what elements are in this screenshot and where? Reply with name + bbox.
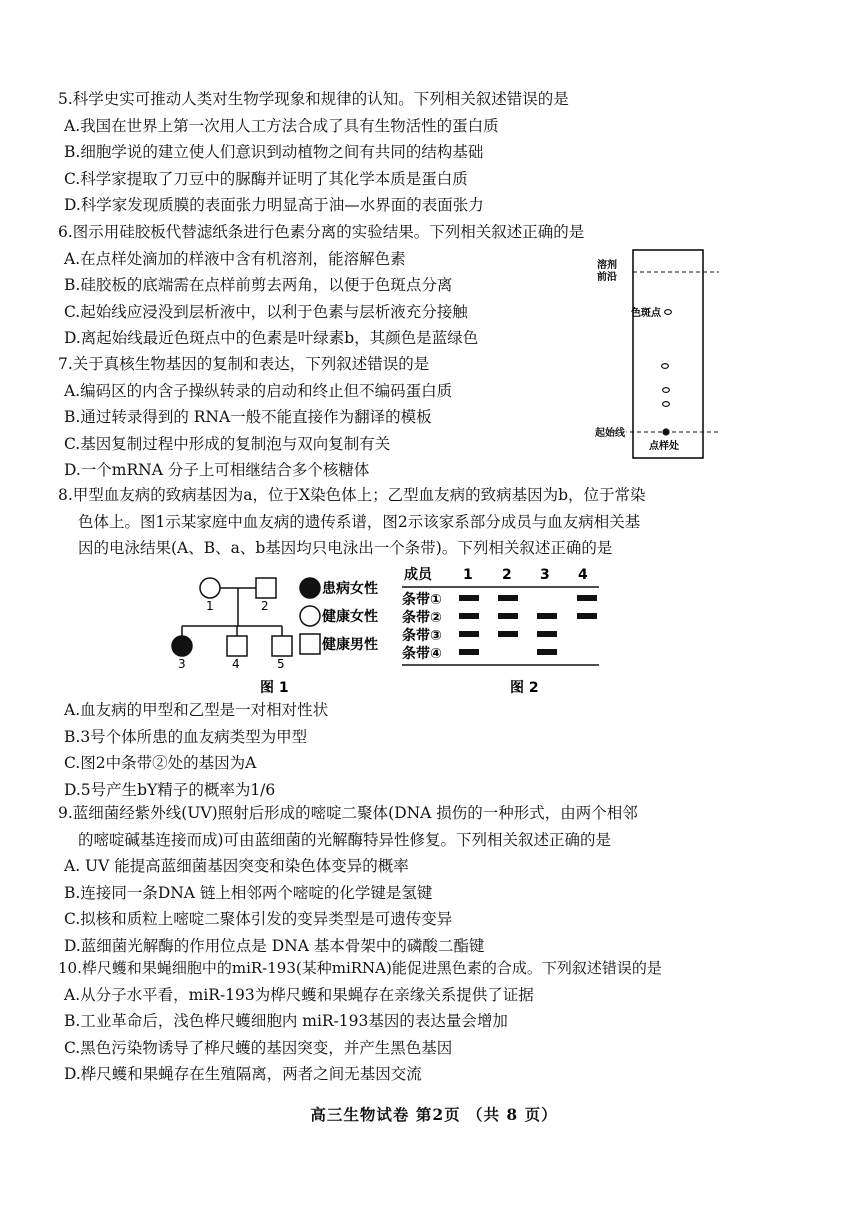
sample-point: [662, 428, 669, 435]
electrophoresis-figure: [402, 562, 602, 698]
gel-member-3: 3: [540, 567, 550, 583]
question-10: [58, 955, 758, 1088]
legend-healthy-female-icon: [300, 606, 320, 626]
band-2-member-3: [537, 613, 557, 619]
question-7-option-d: D.一个mRNA 分子上可相继结合多个核糖体: [64, 461, 370, 479]
pedigree-label-3: 3: [178, 657, 186, 671]
question-7-option-c: C.基因复制过程中形成的复制泡与双向复制有关: [64, 434, 391, 453]
question-5-option-b: B.细胞学说的建立使人们意识到动植物之间有共同的结构基础: [64, 143, 484, 161]
question-5-option-a: A.我国在世界上第一次用人工方法合成了具有生物活性的蛋白质: [64, 116, 499, 135]
silica-plate: [633, 250, 703, 458]
legend-healthy-male-label: 健康男性: [322, 637, 378, 653]
pedigree-individual-4: [227, 636, 247, 656]
chromatography-plate-figure: [595, 246, 735, 462]
question-8-option-d: D.5号产生bY精子的概率为1/6: [64, 780, 276, 799]
band-4-member-3: [537, 649, 557, 655]
question-9-option-c: C.拟核和质粒上嘧啶二聚体引发的变异类型是可遗传变异: [64, 910, 453, 928]
pedigree-individual-2: [256, 578, 276, 598]
question-6: [58, 219, 598, 352]
question-5-option-d: D.科学家发现质膜的表面张力明显高于油—水界面的表面张力: [64, 196, 484, 214]
question-9-option-b: B.连接同一条DNA 链上相邻两个嘧啶的化学键是氢键: [64, 883, 433, 902]
band-1-member-1: [459, 595, 479, 601]
pedigree-individual-5: [272, 636, 292, 656]
band-4-member-1: [459, 649, 479, 655]
question-6-option-c: C.起始线应浸没到层析液中，以利于色素与层析液充分接触: [64, 302, 468, 321]
question-5: [58, 86, 748, 219]
question-9-stem-line-2: 的嘧啶碱基连接而成)可由蓝细菌的光解酶特异性修复。下列相关叙述正确的是: [78, 830, 612, 849]
gel-band-label-3: 条带③: [402, 628, 442, 644]
color-spot-label: 色斑点: [631, 308, 661, 319]
question-10-option-d: D.桦尺蠖和果蝇存在生殖隔离，两者之间无基因交流: [64, 1065, 422, 1083]
pedigree-label-4: 4: [232, 657, 240, 671]
question-10-option-b: B.工业革命后，浅色桦尺蠖细胞内 miR-193基因的表达量会增加: [64, 1012, 508, 1030]
band-2-member-4: [577, 613, 597, 619]
gel-member-4: 4: [578, 567, 588, 583]
question-7: [58, 351, 598, 484]
question-10-stem: 10.桦尺蠖和果蝇细胞中的miR-193(某种miRNA)能促进黑色素的合成。下列叙述错误的是: [58, 959, 662, 977]
question-7-option-a: A.编码区的内含子操纵转录的启动和终止但不编码蛋白质: [64, 381, 453, 400]
question-6-option-a: A.在点样处滴加的样液中含有机溶剂，能溶解色素: [64, 249, 406, 268]
sample-point-label: 点样处: [649, 441, 679, 452]
question-6-option-b: B.硅胶板的底端需在点样前剪去两角，以便于色斑点分离: [64, 276, 453, 294]
pedigree-individual-3: [172, 636, 192, 656]
question-7-stem: 7.关于真核生物基因的复制和表达，下列叙述错误的是: [58, 355, 430, 373]
question-8-stem-line-1: 8.甲型血友病的致病基因为a，位于X染色体上；乙型血友病的致病基因为b，位于常染: [58, 486, 646, 504]
pedigree-label-5: 5: [277, 657, 285, 671]
question-8-option-b: B.3号个体所患的血友病类型为甲型: [64, 727, 308, 746]
band-3-member-3: [537, 631, 557, 637]
pedigree-label-2: 2: [261, 599, 269, 613]
question-9-option-d: D.蓝细菌光解酶的作用位点是 DNA 基本骨架中的磷酸二酯键: [64, 936, 485, 955]
band-2-member-1: [459, 613, 479, 619]
pedigree-label-1: 1: [206, 599, 214, 613]
band-2-member-2: [498, 613, 518, 619]
question-5-stem: 5.科学史实可推动人类对生物学现象和规律的认知。下列相关叙述错误的是: [58, 90, 569, 108]
figure-2-caption: 图 2: [510, 680, 539, 696]
question-8-options: [58, 697, 758, 803]
gel-member-header: 成员: [404, 567, 432, 583]
band-1-member-4: [577, 595, 597, 601]
band-1-member-2: [498, 595, 518, 601]
gel-band-label-4: 条带④: [402, 646, 442, 662]
pedigree-figure: [170, 570, 402, 698]
question-8-stem-line-2: 色体上。图1示某家庭中血友病的遗传系谱，图2示该家系部分成员与血友病相关基: [78, 512, 641, 531]
question-9: [58, 800, 758, 959]
question-8-option-a: A.血友病的甲型和乙型是一对相对性状: [64, 701, 329, 719]
page-footer: 高三生物试卷 第2页 （共 8 页）: [310, 1105, 558, 1124]
question-7-option-b: B.通过转录得到的 RNA一般不能直接作为翻译的模板: [64, 408, 432, 426]
question-5-option-c: C.科学家提取了刀豆中的脲酶并证明了其化学本质是蛋白质: [64, 169, 468, 188]
pedigree-individual-1: [200, 578, 220, 598]
band-3-member-2: [498, 631, 518, 637]
solvent-front-label-2: 前沿: [597, 272, 617, 283]
question-9-option-a: A. UV 能提高蓝细菌基因突变和染色体变异的概率: [64, 857, 409, 875]
band-3-member-1: [459, 631, 479, 637]
question-9-stem-line-1: 9.蓝细菌经紫外线(UV)照射后形成的嘧啶二聚体(DNA 损伤的一种形式，由两个相邻: [58, 804, 638, 822]
gel-member-2: 2: [502, 567, 512, 583]
question-8-option-c: C.图2中条带②处的基因为A: [64, 754, 257, 772]
legend-healthy-male-icon: [300, 634, 320, 654]
figure-1-caption: 图 1: [260, 680, 289, 696]
gel-member-1: 1: [463, 567, 473, 583]
question-10-option-c: C.黑色污染物诱导了桦尺蠖的基因突变，并产生黑色基因: [64, 1038, 453, 1057]
question-10-option-a: A.从分子水平看，miR-193为桦尺蠖和果蝇存在亲缘关系提供了证据: [64, 985, 534, 1004]
solvent-front-label-1: 溶剂: [597, 260, 617, 271]
question-6-option-d: D.离起始线最近色斑点中的色素是叶绿素b，其颜色是蓝绿色: [64, 329, 479, 347]
gel-band-label-2: 条带②: [402, 610, 442, 626]
gel-band-label-1: 条带①: [402, 592, 442, 608]
question-8-stem-line-3: 因的电泳结果(A、B、a、b基因均只电泳出一个条带)。下列相关叙述正确的是: [78, 539, 613, 557]
legend-healthy-female-label: 健康女性: [322, 609, 378, 625]
question-6-stem: 6.图示用硅胶板代替滤纸条进行色素分离的实验结果。下列相关叙述正确的是: [58, 223, 585, 241]
legend-affected-female-icon: [300, 578, 320, 598]
start-line-label: 起始线: [595, 428, 625, 439]
question-8: [58, 482, 758, 562]
legend-affected-female-label: 患病女性: [322, 581, 378, 597]
